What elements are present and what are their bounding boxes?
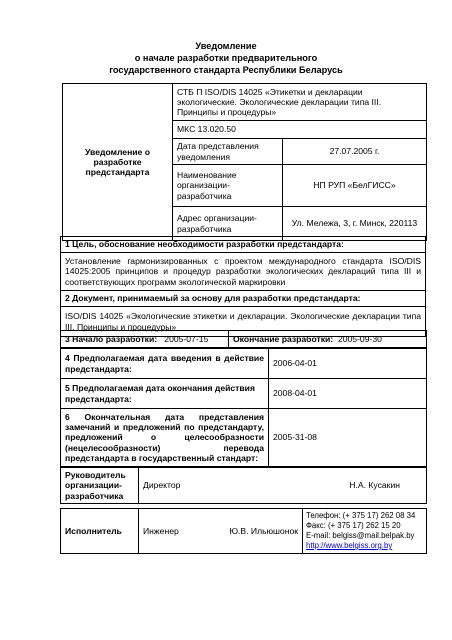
- purpose-table: [60, 236, 426, 337]
- head-cell: [139, 468, 427, 504]
- title-line-3: государственного стандарта Республики Беларусь: [109, 65, 343, 75]
- document-title: [0, 40, 452, 76]
- executor-table: [60, 508, 427, 554]
- title-line-2: о начале разработки предварительного: [134, 53, 318, 63]
- standard-name: СТБ П ISO/DIS 14025 «Этикетки и декларации экологические. Экологические декларации типа III. Принципы и процедуры»: [173, 84, 427, 121]
- end-cell: [229, 331, 427, 348]
- start-label: 3 Начало разработки:: [65, 333, 158, 344]
- head-name: Н.А. Кусакин: [349, 480, 400, 491]
- executor-cell: [139, 509, 303, 554]
- deadlines-table: [60, 348, 427, 467]
- dates-row: [60, 330, 427, 348]
- mks-code: МКС 13.020.50: [173, 121, 427, 139]
- section-4-label: 4 Предполагаемая дата введения в действие предстандарта:: [61, 349, 269, 379]
- head-table: [60, 467, 427, 504]
- notice-label: Уведомление о разработке предстандарта: [63, 84, 173, 241]
- section-6-value: 2005-31-08: [269, 409, 427, 467]
- org-label: Наименование организации-разработчика: [173, 165, 283, 207]
- executor-name: Ю.В. Ильюшонок: [229, 525, 298, 536]
- executor-label: Исполнитель: [61, 509, 139, 554]
- website-link[interactable]: http://www.belgiss.org.by: [306, 541, 393, 550]
- email-text: E-mail: belgiss@mail.belpak.by: [306, 531, 415, 540]
- section-6-label: 6 Окончательная дата представления замечаний и предложений по предстандарту, предложений о целесообразности (нецелесообразности) перевода предстандарта в государственный стандарт:: [61, 409, 269, 467]
- start-value: 2005-07-15: [164, 333, 209, 344]
- start-cell: [61, 331, 229, 348]
- section-1-title: 1 Цель, обоснование необходимости разработки предстандарта:: [61, 237, 426, 253]
- executor-position: Инженер: [143, 525, 179, 536]
- date-label: Дата представления уведомления: [173, 139, 283, 165]
- address-label: Адрес организации-разработчика: [173, 207, 283, 241]
- contacts-cell: [303, 509, 427, 554]
- head-position: Директор: [143, 480, 181, 491]
- phone-text: Телефон: (+ 375 17) 262 08 34: [306, 511, 416, 520]
- notice-table: [62, 83, 427, 241]
- section-5-label: 5 Предполагаемая дата окончания действия предстандарта:: [61, 379, 269, 409]
- org-value: НП РУП «БелГИСС»: [283, 165, 427, 207]
- section-1-text: Установление гармонизированных с проектом международного стандарта ISO/DIS 14025:2005 принципов и процедур разработки экологических деклараций типа III и соответствующих программ экологической маркировки: [61, 253, 426, 291]
- head-label: Руководитель организации-разработчика: [61, 468, 139, 504]
- section-5-value: 2008-04-01: [269, 379, 427, 409]
- end-label: Окончание разработки:: [233, 333, 334, 344]
- section-2-title: 2 Документ, принимаемый за основу для разработки предстандарта:: [61, 291, 426, 307]
- end-value: 2005-09-30: [337, 333, 382, 344]
- section-2-text: ISO/DIS 14025 «Экологические этикетки и декларации. Экологические декларации типа III. Принципы и процедуры»: [61, 307, 426, 337]
- section-4-value: 2006-04-01: [269, 349, 427, 379]
- date-value: 27.07.2005 г.: [283, 139, 427, 165]
- title-line-1: Уведомление: [195, 41, 257, 51]
- fax-text: Факс: (+ 375 17) 262 15 20: [306, 521, 401, 530]
- address-value: Ул. Мележа, 3, г. Минск, 220113: [283, 207, 427, 241]
